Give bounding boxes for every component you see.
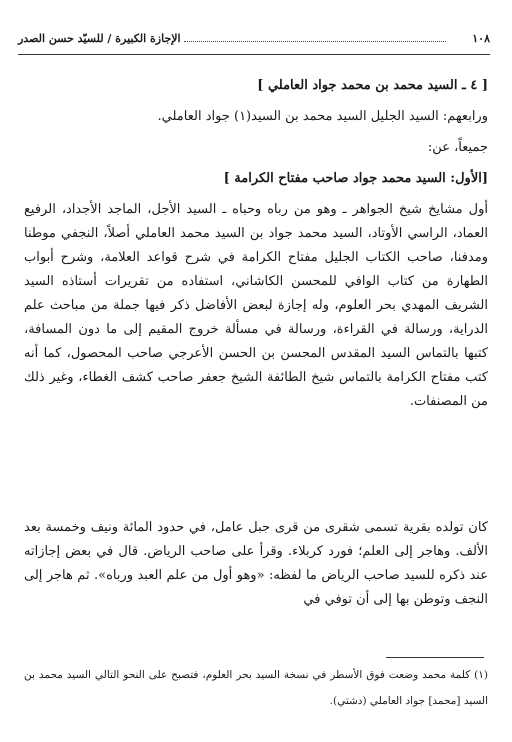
intro-line-1: ورابعهم: السيد الجليل السيد محمد بن السيد(١) جواد العاملي. — [157, 109, 488, 124]
subheading: [الأول: السيد محمد جواد صاحب مفتاح الكرامة ] — [223, 171, 488, 186]
leader-dots — [184, 41, 446, 42]
running-title: الإجازة الكبيرة / للسيّد حسن الصدر — [18, 32, 181, 45]
header-rule — [18, 54, 490, 55]
paragraph-2: كان تولده بقرية تسمى شقرى من قرى جبل عامل، في حدود المائة ونيف وخمسة بعد الألف. وهاجر إلى العلم؛ فورد كربلاء. وقرأ على صاحب الرياض. قال في بعض إجازاته عند ذكره للسيد صاحب الرياض ما لفظه: «وهو أول من علم العبد ورباه». ثم هاجر إلى النجف وتوطن بها إلى أن توفي في — [24, 520, 488, 607]
paragraph-1: أول مشايخ شيخ الجواهر ـ وهو من رباه وحباه ـ السيد الأجل، الماجد الأجداد، الرفيع العماد، الراسي الأوتاد، السيد محمد جواد بن السيد محمد العاملي أصلاً، النجفي موطنا ومدفنا، صاحب الكتاب الجليل مفتاح الكرامة في شرح قواعد العلامة، وشرح أبواب الطهارة من كتاب الوافي للمحسن الكاشاني، استفاده من تقريرات أستاذه السيد الشريف المهدي بحر العلوم، وله إجازة لبعض الأفاضل ذكر فيها جملة من مباحث علم الدراية، ورسالة في القراءة، ورسالة في مسألة خروج المقيم إلى ما دون المسافة، كتبها بالتماس السيد المقدس المحسن بن الحسن الأعرجي صاحب المحصول، كما أنه كتب مفتاح الكرامة بالتماس شيخ الطائفة الشيخ جعفر صاحب كشف الغطاء، وغير ذلك من المصنفات. — [24, 202, 488, 409]
page-number: ١٠٨ — [472, 32, 490, 45]
page-header — [18, 28, 490, 50]
section-heading: [ ٤ ـ السيد محمد بن محمد جواد العاملي ] — [257, 78, 488, 93]
intro-line-2: جميعاً، عن: — [427, 140, 488, 155]
footnote: (١) كلمة محمد وضعت فوق الأسطر في نسخة السيد بحر العلوم، فتصبح على النحو التالي السيد محمد بن السيد [محمد] جواد العاملي (دشتي). — [24, 669, 488, 707]
footnote-rule — [386, 657, 484, 658]
